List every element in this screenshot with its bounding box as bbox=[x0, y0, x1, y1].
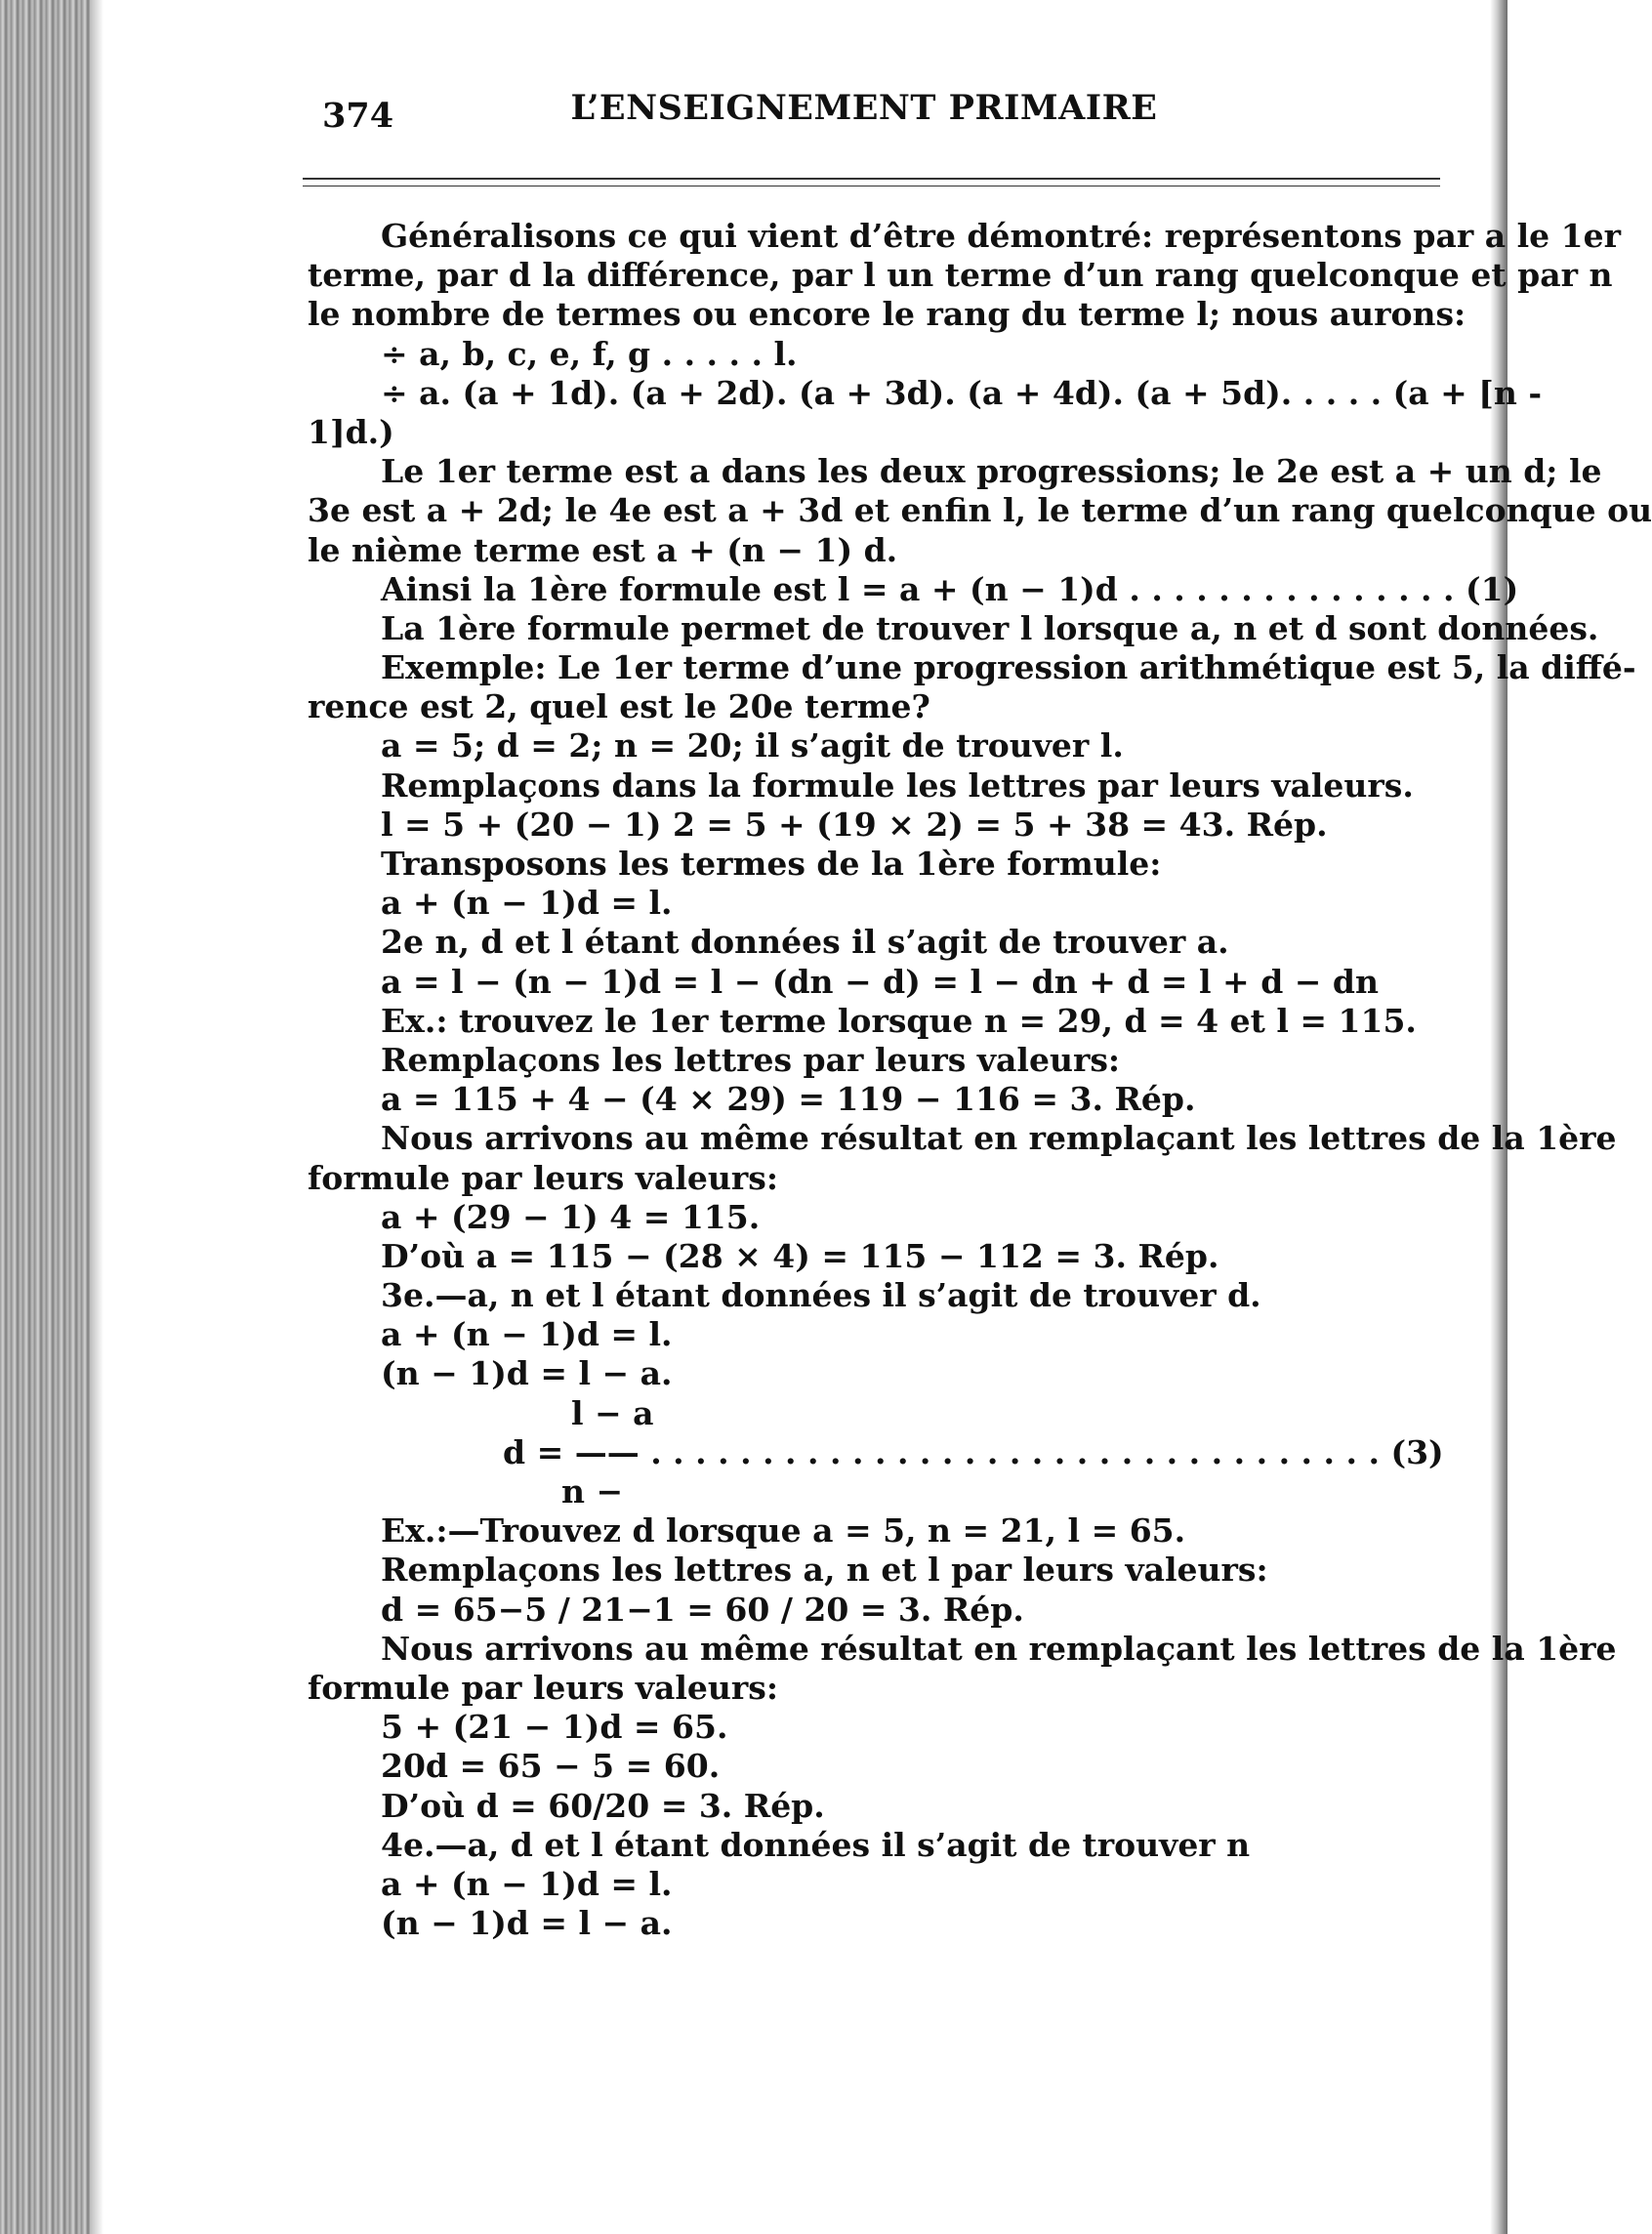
text-line: D’où d = 60/20 = 3. Rép. bbox=[381, 1786, 825, 1825]
text-line: Nous arrivons au même résultat en remplaçant les lettres de la 1ère bbox=[381, 1119, 1617, 1158]
text-line: formule par leurs valeurs: bbox=[308, 1158, 779, 1197]
page-header bbox=[303, 88, 1425, 141]
text-line: La 1ère formule permet de trouver l lorsque a, n et d sont données. bbox=[381, 608, 1599, 647]
text-line: ÷ a, b, c, e, f, g . . . . . l. bbox=[381, 334, 798, 373]
text-line: le nième terme est a + (n − 1) d. bbox=[308, 530, 898, 569]
text-line: a + (n − 1)d = l. bbox=[381, 1864, 673, 1903]
fraction-denominator: n − bbox=[561, 1472, 624, 1510]
text-line: (n − 1)d = l − a. bbox=[381, 1354, 673, 1393]
header-rule bbox=[303, 178, 1440, 180]
text-line: 2e n, d et l étant données il s’agit de trouver a. bbox=[381, 923, 1229, 962]
text-line: 3e.—a, n et l étant données il s’agit de trouver d. bbox=[381, 1276, 1261, 1315]
text-line: Ainsi la 1ère formule est l = a + (n − 1)d . . . . . . . . . . . . . . . (1) bbox=[381, 569, 1519, 608]
text-line: Remplaçons dans la formule les lettres par leurs valeurs. bbox=[381, 765, 1414, 805]
text-line: a = l − (n − 1)d = l − (dn − d) = l − dn + d = l + d − dn bbox=[381, 962, 1379, 1001]
text-line: 20d = 65 − 5 = 60. bbox=[381, 1747, 721, 1786]
text-line: D’où a = 115 − (28 × 4) = 115 − 112 = 3. Rép. bbox=[381, 1236, 1219, 1275]
text-line: a + (n − 1)d = l. bbox=[381, 884, 673, 923]
body-text bbox=[308, 217, 1652, 1943]
fraction-dots: . . . . . . . . . . . . . . . . . . . . . . . . . . . . . . . . . (3) bbox=[639, 1432, 1444, 1471]
text-line: d = 65−5 / 21−1 = 60 / 20 = 3. Rép. bbox=[381, 1590, 1024, 1629]
page-number: 374 bbox=[322, 96, 394, 136]
text-line: a = 115 + 4 − (4 × 29) = 119 − 116 = 3. Rép. bbox=[381, 1080, 1196, 1119]
text-line: 5 + (21 − 1)d = 65. bbox=[381, 1708, 728, 1747]
text-line: a + (29 − 1) 4 = 115. bbox=[381, 1197, 761, 1236]
text-line: Ex.:—Trouvez d lorsque a = 5, n = 21, l = 65. bbox=[381, 1511, 1186, 1551]
text-block-2 bbox=[308, 1511, 1617, 1943]
running-head: L’ENSEIGNEMENT PRIMAIRE bbox=[570, 88, 1158, 128]
text-line: a = 5; d = 2; n = 20; il s’agit de trouver l. bbox=[381, 726, 1124, 765]
text-line: terme, par d la différence, par l un terme d’un rang quelconque et par n bbox=[308, 256, 1613, 295]
fraction-numerator: l − a bbox=[571, 1393, 654, 1432]
fraction-block bbox=[308, 1393, 1444, 1512]
text-line: (n − 1)d = l − a. bbox=[381, 1904, 673, 1943]
text-line: Généralisons ce qui vient d’être démontré: représentons par a le 1er bbox=[381, 217, 1622, 255]
fraction-line bbox=[308, 1432, 1444, 1472]
text-line: Exemple: Le 1er terme d’une progression arithmétique est 5, la diffé- bbox=[381, 648, 1636, 687]
text-line: le nombre de termes ou encore le rang du terme l; nous aurons: bbox=[308, 295, 1466, 334]
text-line: 1]d.) bbox=[308, 412, 394, 451]
text-line: Nous arrivons au même résultat en remplaçant les lettres de la 1ère bbox=[381, 1629, 1617, 1668]
text-line: Ex.: trouvez le 1er terme lorsque n = 29, d = 4 et l = 115. bbox=[381, 1001, 1417, 1040]
text-line: ÷ a. (a + 1d). (a + 2d). (a + 3d). (a + 4d). (a + 5d). . . . . (a + [n - bbox=[381, 373, 1543, 412]
text-line: a + (n − 1)d = l. bbox=[381, 1315, 673, 1354]
text-line: Transposons les termes de la 1ère formule: bbox=[381, 845, 1162, 883]
text-line: formule par leurs valeurs: bbox=[308, 1668, 779, 1707]
text-line: l = 5 + (20 − 1) 2 = 5 + (19 × 2) = 5 + 38 = 43. Rép. bbox=[381, 805, 1328, 844]
text-line: 4e.—a, d et l étant données il s’agit de trouver n bbox=[381, 1825, 1251, 1864]
text-line: Remplaçons les lettres a, n et l par leurs valeurs: bbox=[381, 1551, 1268, 1590]
fraction-lhs: d = —— bbox=[503, 1432, 640, 1471]
text-block-1 bbox=[308, 217, 1652, 1394]
text-line: Le 1er terme est a dans les deux progressions; le 2e est a + un d; le bbox=[381, 452, 1602, 491]
text-line: rence est 2, quel est le 20e terme? bbox=[308, 687, 930, 726]
text-line: Remplaçons les lettres par leurs valeurs: bbox=[381, 1040, 1121, 1079]
text-line: 3e est a + 2d; le 4e est a + 3d et enfin l, le terme d’un rang quelconque ou bbox=[308, 491, 1652, 530]
